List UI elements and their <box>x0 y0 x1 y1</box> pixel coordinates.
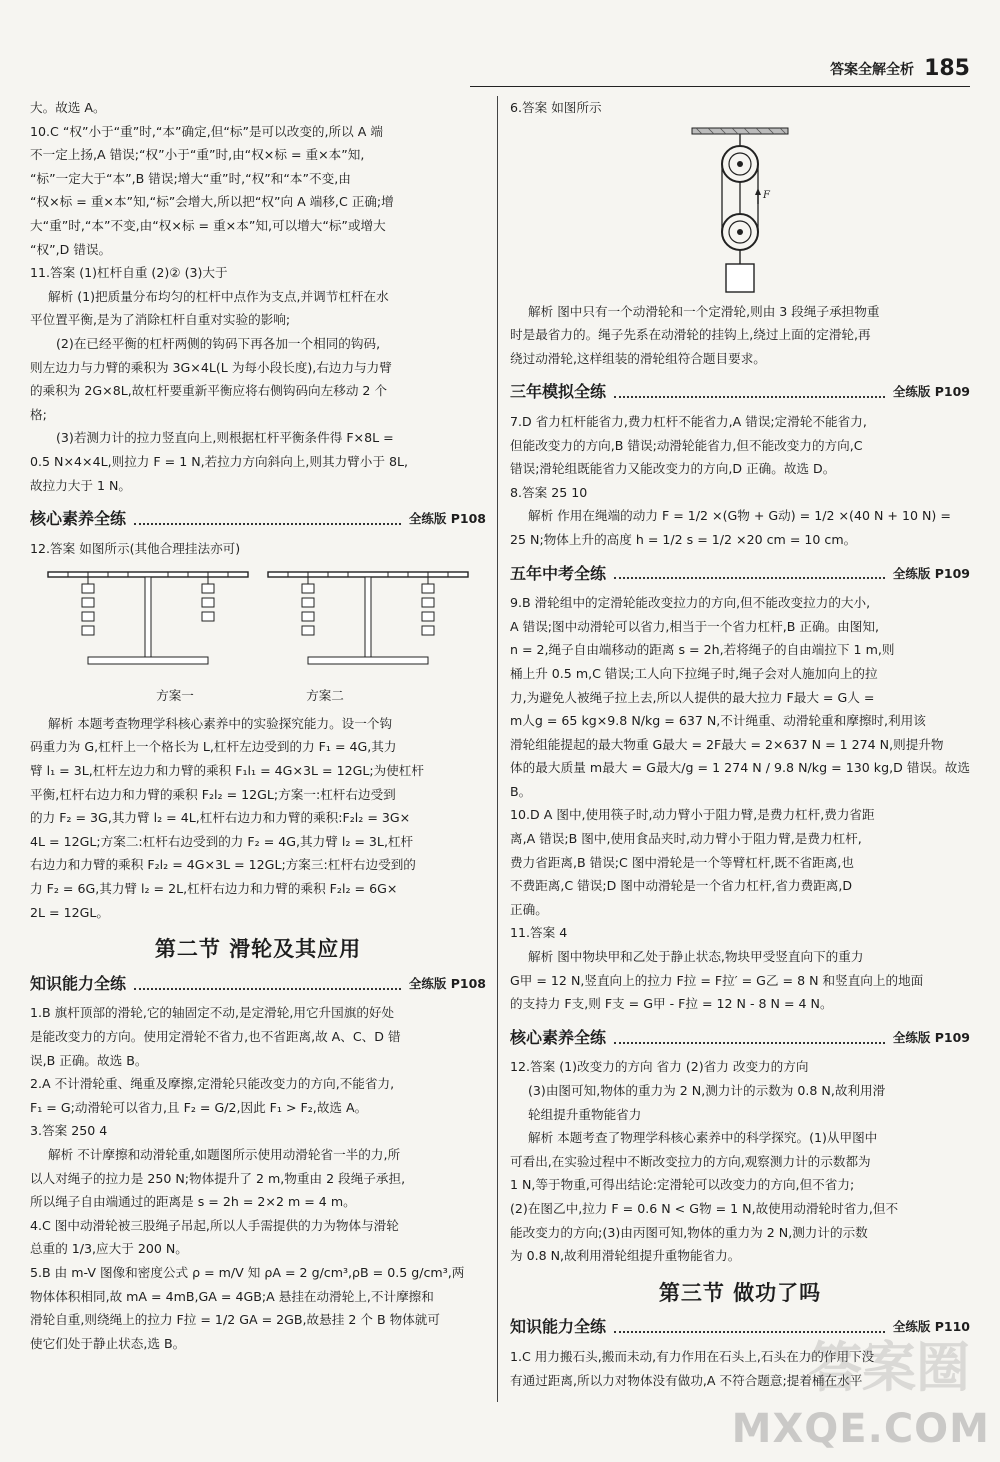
text-line: 费力省距离,B 错误;C 图中滑轮是一个等臂杠杆,既不省距离,也 <box>510 854 854 870</box>
section-title: 核心素养全练 <box>30 509 127 529</box>
section-title: 五年中考全练 <box>510 563 607 583</box>
text-line: 滑轮组能提起的最大物重 G最大 = 2F最大 = 2×637 N = 1 274 N,则提升物 <box>510 736 944 752</box>
answer-10: 10.C “权”小于“重”时,“本”确定,但“标”是可以改变的,所以 A 端 <box>30 123 383 139</box>
text-line: 臂 l₁ = 3L,杠杆左边力和力臂的乘积 F₁l₁ = 4G×3L = 12GL;为使杠杆 <box>30 763 424 779</box>
text-line: 25 N;物体上升的高度 h = 1/2 s = 1/2 ×20 cm = 10 cm。 <box>510 531 857 547</box>
text-line: 是能改变力的方向。使用定滑轮不省力,也不省距离,故 A、C、D 错 <box>30 1029 401 1044</box>
text-line: 的支持力 F支,则 F支 = G甲 - F拉 = 12 N - 8 N = 4 N。 <box>510 996 833 1012</box>
answer-12: 12.答案 如图所示(其他合理挂法亦可) <box>30 540 241 556</box>
answer-11: 11.答案 (1)杠杆自重 (2)② (3)大于 <box>30 265 228 281</box>
answer-9: 9.B 滑轮组中的定滑轮能改变拉力的方向,但不能改变拉力的大小, <box>510 595 871 611</box>
svg-text:F: F <box>763 189 770 201</box>
answer-6: 6.答案 如图所示 <box>510 100 602 115</box>
text-line: 能改变力的方向;(3)由丙图可知,物体的重力为 2 N,测力计的示数 <box>510 1224 868 1240</box>
text-line: 的力 F₂ = 3G,其力臂 l₂ = 4L,杠杆右边力和力臂的乘积:F₂l₂ = 3G× <box>30 810 411 826</box>
text-line: 体的最大质量 m最大 = G最大/g = 1 274 N / 9.8 N/kg = 130 kg,D 错误。故选 B。 <box>510 760 970 799</box>
section-heading-five-year <box>510 562 970 586</box>
section-title: 核心素养全练 <box>510 1027 607 1047</box>
text-line: 码重力为 G,杠杆上一个格长为 L,杠杆左边受到的力 F₁ = 4G,其力 <box>30 739 397 755</box>
text-line: 以人对绳子的拉力是 250 N;物体提升了 2 m,物重由 2 段绳子承担, <box>30 1170 406 1186</box>
right-column <box>510 96 970 1392</box>
answer-2: 2.A 不计滑轮重、绳重及摩擦,定滑轮只能改变力的方向,不能省力, <box>30 1076 395 1092</box>
text-line: 误,B 正确。故选 B。 <box>30 1052 148 1068</box>
text-line: (3)由图可知,物体的重力为 2 N,测力计的示数为 0.8 N,故利用滑 <box>528 1083 886 1098</box>
text-line: 桶上升 0.5 m,C 错误;工人向下拉绳子时,绳子会对人施加向上的拉 <box>510 665 878 681</box>
section-ref: 全练版 P109 <box>892 565 970 581</box>
section-title: 三年模拟全练 <box>510 382 607 402</box>
section-title: 知识能力全练 <box>510 1317 607 1337</box>
text-line: “权×标 = 重×本”知,“标”会增大,所以把“权”向 A 端移,C 正确;增 <box>30 194 394 210</box>
text-line: 不费距离,C 错误;D 图中动滑轮是一个省力杠杆,省力费距离,D <box>510 878 853 894</box>
text-line: G甲 = 12 N,竖直向上的拉力 F拉 = F拉′ = G乙 = 8 N 和竖直向上的地面 <box>510 972 924 988</box>
text-line: 轮组提升重物能省力 <box>528 1106 642 1122</box>
answer-1: 1.C 用力搬石头,搬而未动,有力作用在石头上,石头在力的作用下没 <box>510 1348 875 1364</box>
answer-7: 7.D 省力杠杆能省力,费力杠杆不能省力,A 错误;定滑轮不能省力, <box>510 413 867 429</box>
text-line: 平衡,杠杆右边力和力臂的乘积 F₂l₂ = 12GL;方案一:杠杆右边受到 <box>30 786 396 802</box>
chapter-title-3: 第三节 做功了吗 <box>658 1280 822 1305</box>
text-line: 2L = 12GL。 <box>30 904 109 920</box>
text-line: “标”一定大于“本”,B 错误;增大“重”时,“权”和“本”不变,由 <box>30 170 351 186</box>
section-ref: 全练版 P109 <box>892 384 970 400</box>
text-line: A 错误;图中动滑轮可以省力,相当于一个省力杠杆,B 正确。由图知, <box>510 618 879 634</box>
header-rule <box>470 86 970 87</box>
text-line: 4L = 12GL;方案二:杠杆右边受到的力 F₂ = 4G,其力臂 l₂ = 3L,杠杆 <box>30 833 414 849</box>
text-line: (2)在图乙中,拉力 F = 0.6 N < G物 = 1 N,故使用动滑轮时省力,但不 <box>510 1200 899 1216</box>
text-line: 可看出,在实验过程中不断改变拉力的方向,观察测力计的示数都为 <box>510 1153 871 1169</box>
text-line: 错误;滑轮组既能省力又能改变力的方向,D 正确。故选 D。 <box>510 461 836 477</box>
analysis-11: 解析 (1)把质量分布均匀的杠杆中点作为支点,并调节杠杆在水 <box>48 288 389 304</box>
text-line: m人g = 65 kg×9.8 N/kg = 637 N,不计绳重、动滑轮重和摩擦时,利用该 <box>510 713 926 729</box>
text-line: 右边力和力臂的乘积 F₂l₂ = 4G×3L = 12GL;方案三:杠杆右边受到的 <box>30 857 416 873</box>
text-line: F₁ = G;动滑轮可以省力,且 F₂ = G/2,因此 F₁ > F₂,故选 A。 <box>30 1099 368 1115</box>
dotted-leader <box>134 978 401 990</box>
section-ref: 全练版 P109 <box>892 1029 970 1045</box>
text-line: “权”,D 错误。 <box>30 241 112 257</box>
text-line: 有通过距离,所以力对物体没有做功,A 不符合题意;提着桶在水平 <box>510 1372 863 1388</box>
lever-figure <box>38 564 478 682</box>
dotted-leader <box>134 513 401 525</box>
text-line: 力 F₂ = 6G,其力臂 l₂ = 2L,杠杆右边力和力臂的乘积 F₂l₂ = 6G× <box>30 881 398 897</box>
text-line: 故拉力大于 1 N。 <box>30 477 132 493</box>
dotted-leader <box>614 567 885 579</box>
dotted-leader <box>614 386 885 398</box>
text-line: (2)在已经平衡的杠杆两侧的钩码下再各加一个相同的钩码, <box>56 335 381 351</box>
watermark: MXQE.COM <box>731 1406 990 1452</box>
analysis-6: 解析 图中只有一个动滑轮和一个定滑轮,则由 3 段绳子承担物重 <box>528 303 880 319</box>
page-number: 185 <box>924 56 970 81</box>
section-heading-three-year <box>510 380 970 404</box>
answer-4: 4.C 图中动滑轮被三股绳子吊起,所以人手需提供的力为物体与滑轮 <box>30 1217 399 1233</box>
answer-5: 5.B 由 m-V 图像和密度公式 ρ = m/V 知 ρA = 2 g/cm³,ρB = 0.5 g/cm³,两 <box>30 1264 465 1280</box>
text-line: 滑轮自重,则绕绳上的拉力 F拉 = 1/2 GA = 2GB,故悬挂 2 个 B 物体就可 <box>30 1312 440 1328</box>
text-line: 不一定上扬,A 错误;“权”小于“重”时,由“权×标 = 重×本”知, <box>30 147 365 163</box>
text-line: n = 2,绳子自由端移动的距离 s = 2h,若将绳子的自由端拉下 1 m,则 <box>510 642 895 658</box>
dotted-leader <box>614 1032 885 1044</box>
analysis-12: 解析 本题考查了物理学科核心素养中的科学探究。(1)从甲图中 <box>528 1130 878 1146</box>
section-heading-core-1 <box>30 507 486 531</box>
section-ref: 全练版 P108 <box>408 511 486 527</box>
header-title: 答案全解全析 <box>830 61 915 78</box>
section-ref: 全练版 P108 <box>408 975 486 991</box>
analysis-11: 解析 图中物块甲和乙处于静止状态,物块甲受竖直向下的重力 <box>528 949 864 965</box>
analysis-3: 解析 不计摩擦和动滑轮重,如题图所示使用动滑轮省一半的力,所 <box>48 1146 401 1162</box>
column-divider <box>497 96 498 1402</box>
caption-plan-2: 方案二 <box>306 688 344 704</box>
answer-12: 12.答案 (1)改变力的方向 省力 (2)省力 改变力的方向 <box>510 1059 809 1075</box>
answer-3: 3.答案 250 4 <box>30 1123 108 1139</box>
text-line: 为 0.8 N,故利用滑轮组提升重物能省力。 <box>510 1248 741 1264</box>
text-line: 1 N,等于物重,可得出结论:定滑轮可以改变力的方向,但不省力; <box>510 1177 855 1193</box>
answer-8: 8.答案 25 10 <box>510 484 588 500</box>
text-line: 总重的 1/3,应大于 200 N。 <box>30 1241 188 1257</box>
text-line: 绕过动滑轮,这样组装的滑轮组符合题目要求。 <box>510 350 766 366</box>
text-line: 离,A 错误;B 图中,使用食品夹时,动力臂小于阻力臂,是费力杠杆, <box>510 831 862 847</box>
text-line: 大。故选 A。 <box>30 100 106 115</box>
page-header <box>830 56 970 81</box>
answer-11: 11.答案 4 <box>510 925 568 941</box>
text-line: 则左边力与力臂的乘积为 3G×4L(L 为每小段长度),右边力与力臂 <box>30 359 392 375</box>
text-line: 0.5 N×4×4L,则拉力 F = 1 N,若拉力方向斜向上,则其力臂小于 8L, <box>30 453 408 469</box>
pulley-figure <box>660 124 820 296</box>
text-line: 大“重”时,“本”不变,由“权×标 = 重×本”知,可以增大“标”或增大 <box>30 217 386 233</box>
chapter-title-2: 第二节 滑轮及其应用 <box>154 937 362 962</box>
text-line: 平位置平衡,是为了消除杠杆自重对实验的影响; <box>30 312 291 328</box>
figure-captions <box>100 684 400 708</box>
answer-1: 1.B 旗杆顶部的滑轮,它的轴固定不动,是定滑轮,用它升国旗的好处 <box>30 1005 395 1021</box>
text-line: 使它们处于静止状态,选 B。 <box>30 1335 186 1351</box>
text-line: 所以绳子自由端通过的距离是 s = 2h = 2×2 m = 4 m。 <box>30 1194 356 1210</box>
left-column <box>30 96 486 1355</box>
section-heading-core-2 <box>510 1026 970 1050</box>
analysis-8: 解析 作用在绳端的动力 F = 1/2 ×(G物 + G动) = 1/2 ×(40 N + 10 N) = <box>528 508 951 524</box>
text-line: 正确。 <box>510 901 548 917</box>
answer-10: 10.D A 图中,使用筷子时,动力臂小于阻力臂,是费力杠杆,费力省距 <box>510 807 875 823</box>
text-line: 但能改变力的方向,B 错误;动滑轮能省力,但不能改变力的方向,C <box>510 437 863 453</box>
section-ref: 全练版 P110 <box>892 1319 970 1335</box>
section-heading-knowledge-1 <box>30 972 486 996</box>
section-title: 知识能力全练 <box>30 973 127 993</box>
text-line: (3)若测力计的拉力竖直向上,则根据杠杆平衡条件得 F×8L = <box>56 430 394 446</box>
analysis-12: 解析 本题考查物理学科核心素养中的实验探究能力。设一个钩 <box>48 715 393 731</box>
caption-plan-1: 方案一 <box>156 688 194 704</box>
text-line: 格; <box>30 406 47 422</box>
text-line: 的乘积为 2G×8L,故杠杆要重新平衡应将右侧钩码向左移动 2 个 <box>30 383 388 399</box>
watermark-logo: 答案圈 <box>808 1336 970 1399</box>
text-line: 力,为避免人被绳子拉上去,所以人提供的最大拉力 F最大 = G人 = <box>510 689 875 705</box>
text-line: 时是最省力的。绳子先系在动滑轮的挂钩上,绕过上面的定滑轮,再 <box>510 327 871 343</box>
text-line: 物体体积相同,故 mA = 4mB,GA = 4GB;A 悬挂在动滑轮上,不计摩擦和 <box>30 1288 434 1304</box>
